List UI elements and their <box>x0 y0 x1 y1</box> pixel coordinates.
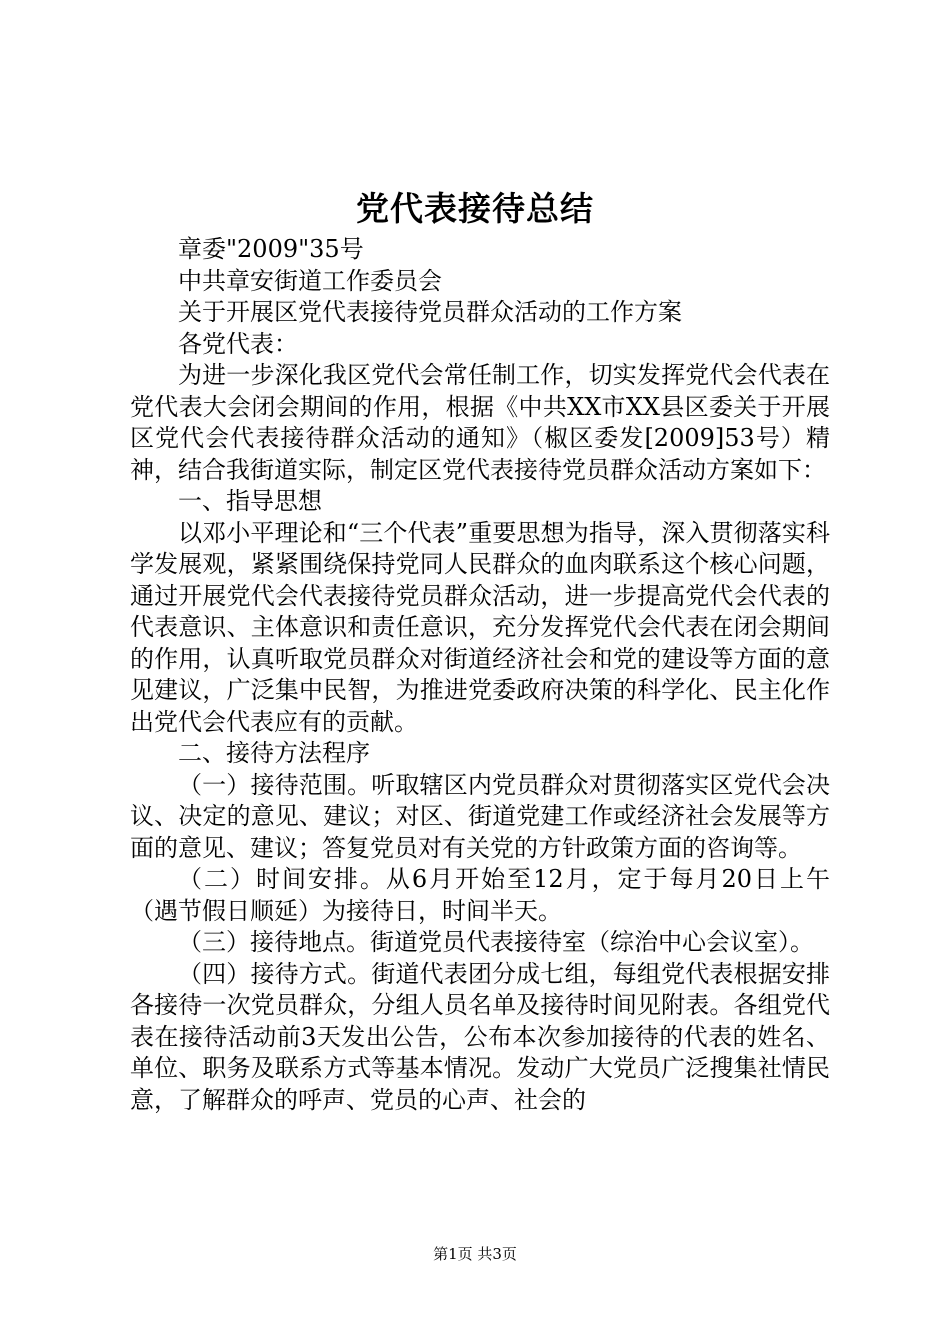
guiding-paragraph: 以邓小平理论和“三个代表”重要思想为指导，深入贯彻落实科学发展观，紧紧围绕保持党同人民群众的血肉联系这个核心问题，通过开展党代会代表接待党员群众活动，进一步提高党代会代表的代表意识、主体意识和责任意识，充分发挥党代会代表在闭会期间的作用，认真听取党员群众对街道经济社会和党的建设等方面的意见建议，广泛集中民智，为推进党委政府决策的科学化、民主化作出党代会代表应有的贡献。 <box>130 518 830 736</box>
section-heading-procedure: 二、接待方法程序 <box>178 739 370 767</box>
intro-paragraph: 为进一步深化我区党代会常任制工作，切实发挥党代会代表在党代表大会闭会期间的作用，根据《中共XX市XX县区委关于开展区党代会代表接待群众活动的通知》（椒区委发[2009]53号）精神，结合我街道实际，制定区党代表接待党员群众活动方案如下： <box>130 361 830 484</box>
procedure-item-schedule: （二）时间安排。从6月开始至12月，定于每月20日上午（遇节假日顺延）为接待日，时间半天。 <box>130 865 830 925</box>
document-number: 章委"2009"35号 <box>178 235 364 263</box>
subject-line: 关于开展区党代表接待党员群众活动的工作方案 <box>178 298 682 326</box>
issuer-line: 中共章安街道工作委员会 <box>178 266 442 295</box>
page-footer: 第1页 共3页 <box>433 1245 517 1263</box>
document-body <box>130 234 830 1116</box>
salutation-line: 各党代表： <box>178 329 298 358</box>
section-heading-guiding: 一、指导思想 <box>178 487 322 515</box>
procedure-item-location: （三）接待地点。街道党员代表接待室（综治中心会议室）。 <box>178 928 814 956</box>
document-title: 党代表接待总结 <box>356 189 594 228</box>
procedure-item-method: （四）接待方式。街道代表团分成七组，每组党代表根据安排各接待一次党员群众，分组人员名单及接待时间见附表。各组党代表在接待活动前3天发出公告，公布本次参加接待的代表的姓名、单位、职务及联系方式等基本情况。发动广大党员广泛搜集社情民意，了解群众的呼声、党员的心声、社会的 <box>130 959 830 1114</box>
procedure-item-scope: （一）接待范围。听取辖区内党员群众对贯彻落实区党代会决议、决定的意见、建议；对区、街道党建工作或经济社会发展等方面的意见、建议；答复党员对有关党的方针政策方面的咨询等。 <box>130 770 830 862</box>
